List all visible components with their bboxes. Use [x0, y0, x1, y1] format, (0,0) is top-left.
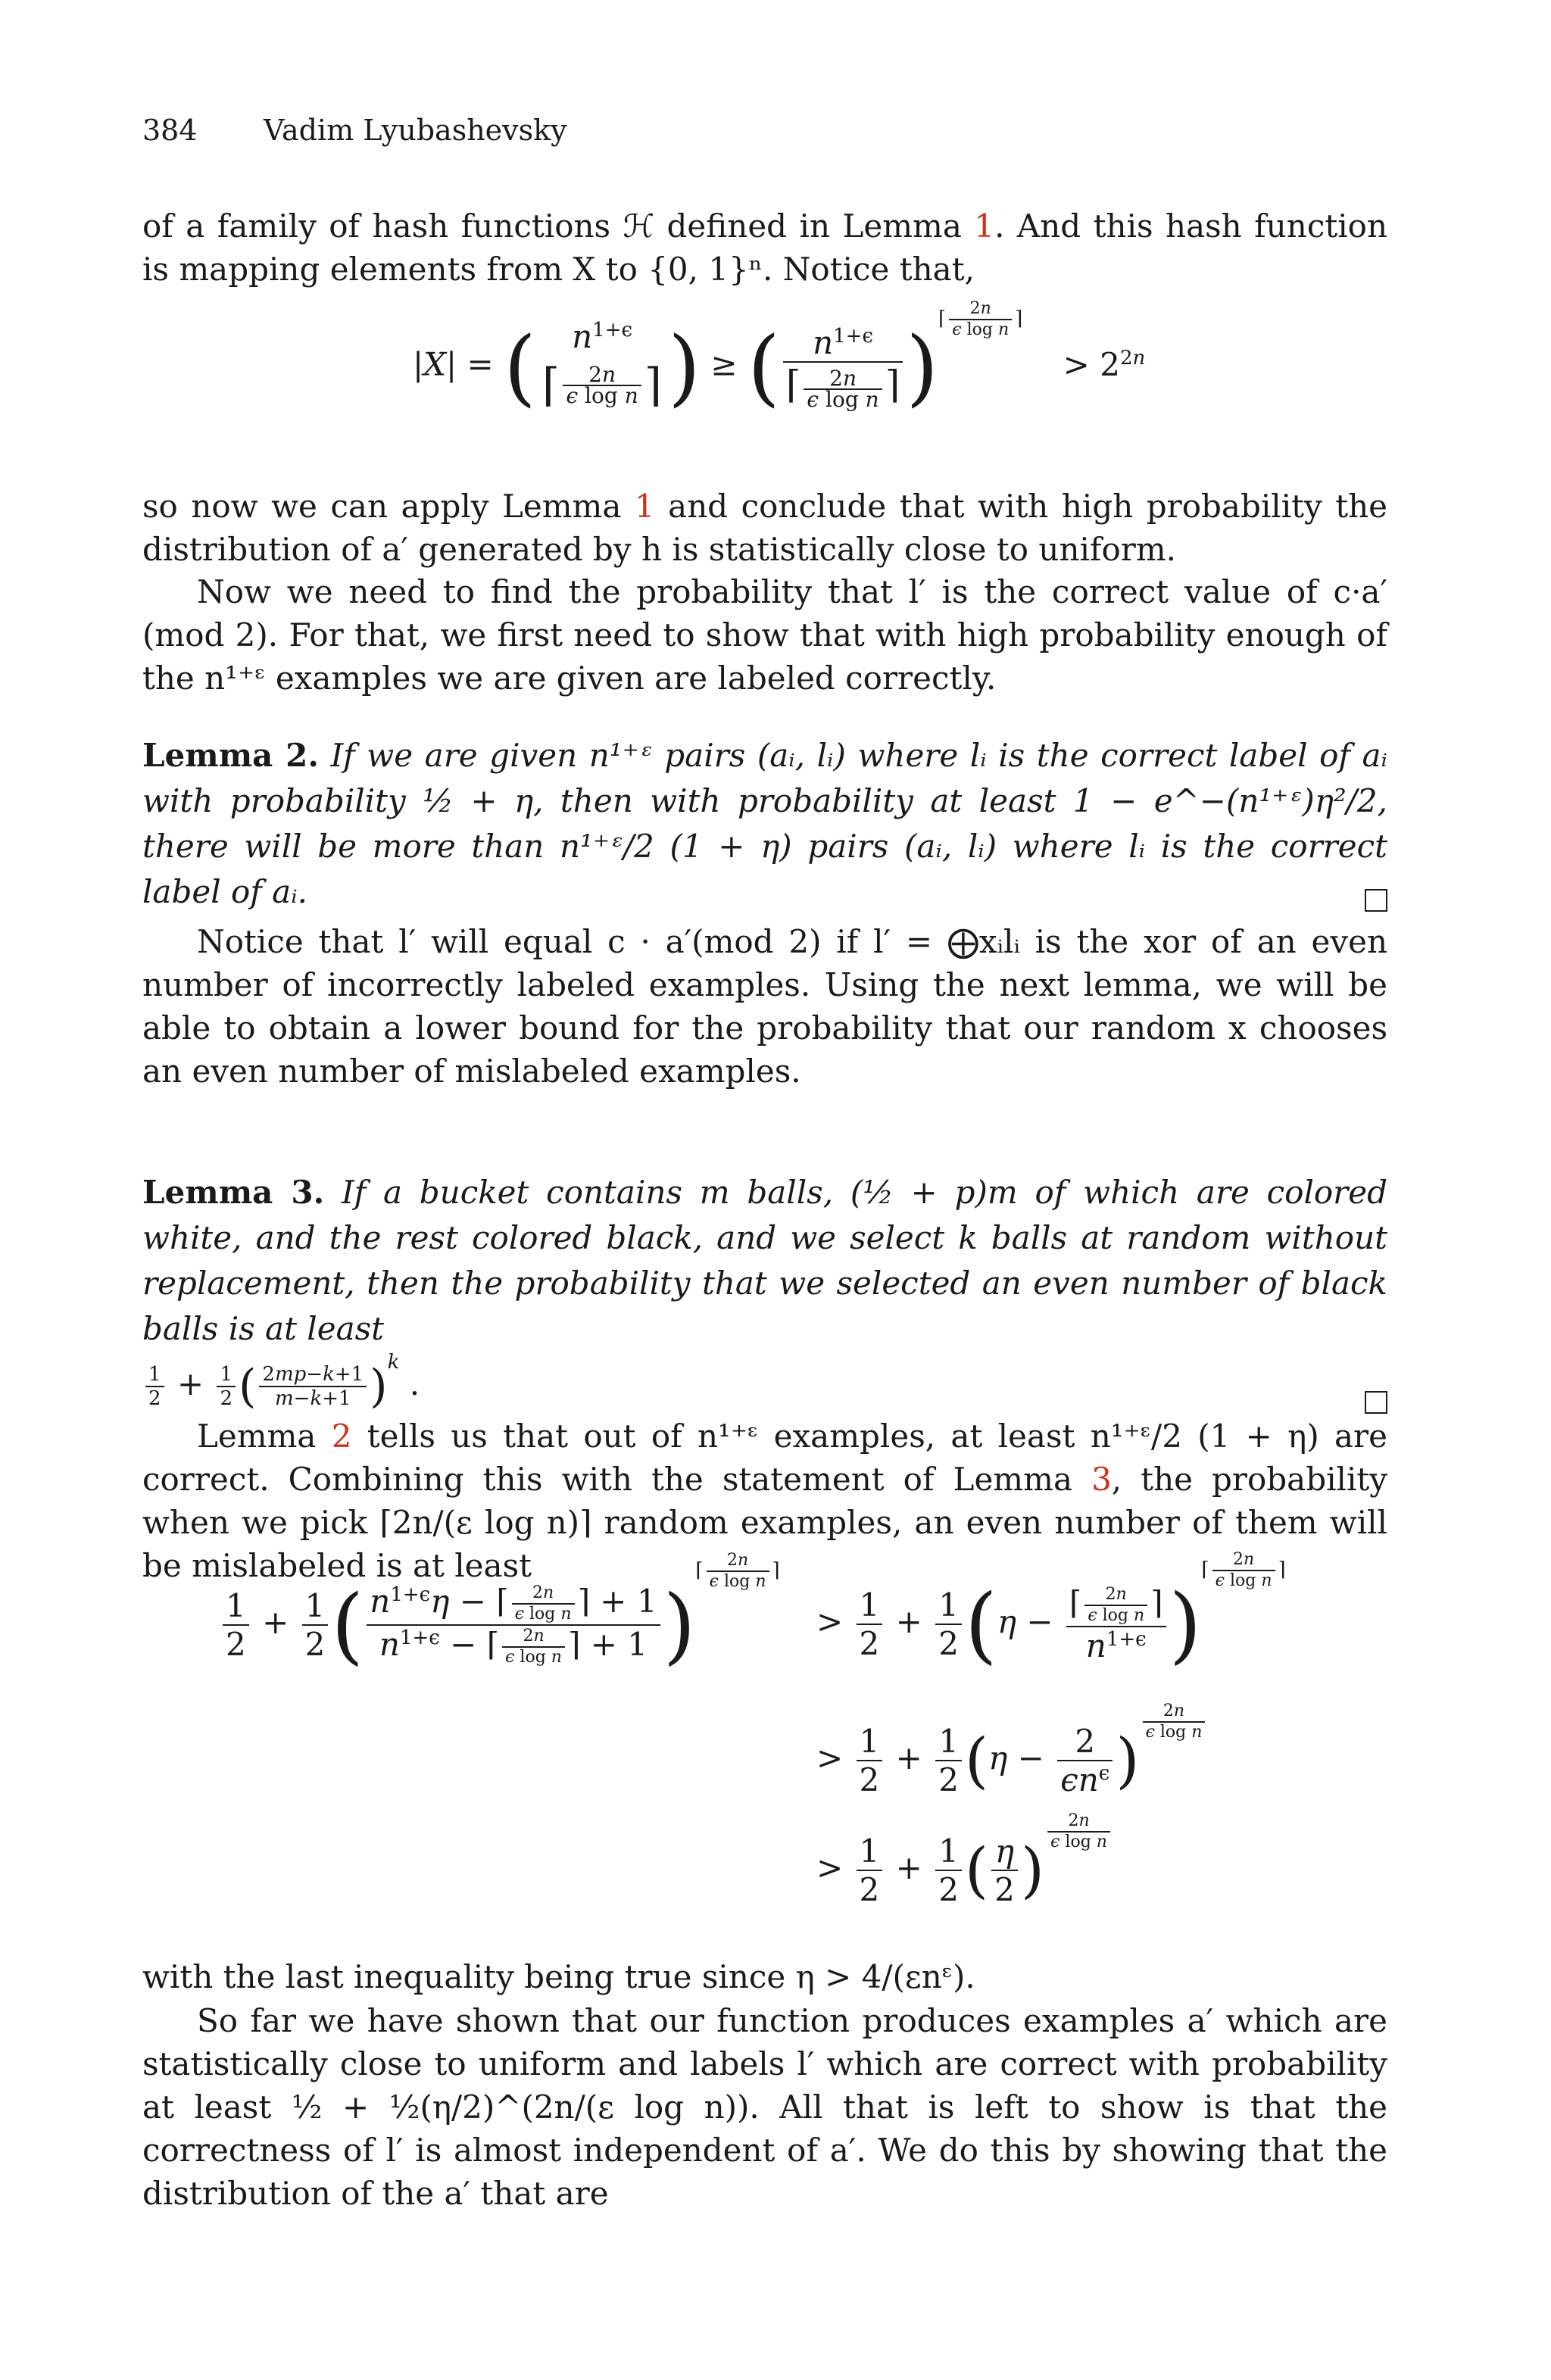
paragraph-6: with the last inequality being true since η > 4/(εnᵋ). — [142, 1958, 975, 1995]
paragraph-5: Lemma 2 tells us that out of n¹⁺ᵋ examples, at least n¹⁺ᵋ/2 (1 + η) are correct. Combining this with the statement of Lemma 3, the probability when we pick ⌈2n/(ε log n)⌉ random examples, an even number of them will be mislabeled is at least — [142, 1418, 1387, 1584]
paragraph-3: Now we need to find the probability that l′ is the correct value of c·a′(mod 2). For that, we first need to show that with high probability enough of the n¹⁺ᵋ examples we are given are labeled correctly. — [142, 573, 1387, 697]
lemma-3-statement: If a bucket contains m balls, (½ + p)m of which are colored white, and the rest colored black, and we select k balls at random without replacement, then the probability that we selected an even number of black balls is at least — [142, 1174, 1387, 1347]
running-header — [142, 114, 567, 147]
paragraph-4: Notice that l′ will equal c · a′(mod 2) if l′ = ⨁xᵢlᵢ is the xor of an even number of incorrectly labeled examples. Using the next lemma, we will be able to obtain a lower bound for the probability that our random x chooses an even number of mislabeled examples. — [142, 923, 1387, 1090]
author-name: Vadim Lyubashevsky — [264, 114, 567, 147]
lemma-ref-link[interactable]: 2 — [331, 1418, 352, 1455]
equation-x-size: |X| = ( $n^{1+\epsilon}$ ⌈ $\frac{2n}{\text{ϵ log n}}$ ⌉ ) ≥ ( $n^{1+\epsilon}$ ⌈ $\frac{2n}{\text{ϵ log n}}$ ⌉ )$^{⌈ \frac{2n}{\text{ϵ log n}} ⌉} > 2^{2n}$ — [413, 298, 1146, 416]
equation-chain-line-2: > $\frac{1}{2}$ + $\frac{1}{2}$ (η − $\frac{2}{\epsilon n^\epsilon}$ ) $^{\frac{2n}{\text{ϵ log n}}}$ — [816, 1723, 1208, 1798]
qed-box — [1365, 889, 1387, 912]
page-number: 384 — [142, 114, 198, 147]
lemma-3-label: Lemma 3. — [142, 1174, 325, 1211]
lemma-ref-link[interactable]: 3 — [1091, 1461, 1112, 1498]
paragraph-1: of a family of hash functions ℋ defined in Lemma 1. And this hash function is mapping elements from X to {0, 1}ⁿ. Notice that, — [142, 207, 1387, 288]
lemma-ref-link[interactable]: 1 — [974, 207, 995, 245]
lemma-2-label: Lemma 2. — [142, 737, 320, 774]
equation-chain-line-1-rhs: > $\frac{1}{2}$ + $\frac{1}{2}$ (η − ⌈ $\frac{2n}{\text{ϵ log n}}$ ⌉ $n^{1+\epsilon}$ )$^{⌈ \frac{2n}{\text{ϵ log n}} ⌉}$ — [816, 1550, 1286, 1673]
qed-box — [1365, 1391, 1387, 1414]
equation-chain-line-1: $\frac{1}{2}$ + $\frac{1}{2}$ ( $n^{1+\epsilon}\eta$ − ⌈ $\frac{2n}{\text{ϵ log n}}$ ⌉ + 1 $n^{1+\epsilon}$ − ⌈ $\frac{2n}{\text{ϵ log n}}$ ⌉ + 1 )$^{⌈ \frac{2n}{\text{ϵ log n}} ⌉}$ — [220, 1583, 780, 1667]
lemma-2-statement: If we are given n¹⁺ᵋ pairs (aᵢ, lᵢ) where lᵢ is the correct label of aᵢ with probability ½ + η, then with probability at least 1 − e^−(n¹⁺ᵋ)η²/2, there will be more than n¹⁺ᵋ/2 (1 + η) pairs (aᵢ, lᵢ) where lᵢ is the correct label of aᵢ. — [142, 737, 1387, 910]
lemma-2 — [142, 733, 1387, 915]
paragraph-7: So far we have shown that our function produces examples a′ which are statistically close to uniform and labels l′ which are correct with probability at least ½ + ½(η/2)^(2n/(ε log n)). All that is left to show is that the correctness of l′ is almost independent of a′. We do this by showing that the distribution of the a′ that are — [142, 2002, 1387, 2212]
paragraph-2: so now we can apply Lemma 1 and conclude that with high probability the distribution of a′ generated by h is statistically close to uniform. — [142, 488, 1388, 568]
equation-chain-line-3: > $\frac{1}{2}$ + $\frac{1}{2}$ ( $\frac{\eta}{2}$ ) $^{\frac{2n}{\text{ϵ log n}}}$ — [816, 1833, 1113, 1908]
lemma-3-bound: $\frac{1}{2}$ + $\frac{1}{2}$ ( $\frac{2mp-k+1}{m-k+1}$ )$^k$ . — [142, 1356, 1387, 1417]
lemma-ref-link[interactable]: 1 — [634, 488, 655, 525]
lemma-3 — [142, 1170, 1387, 1417]
